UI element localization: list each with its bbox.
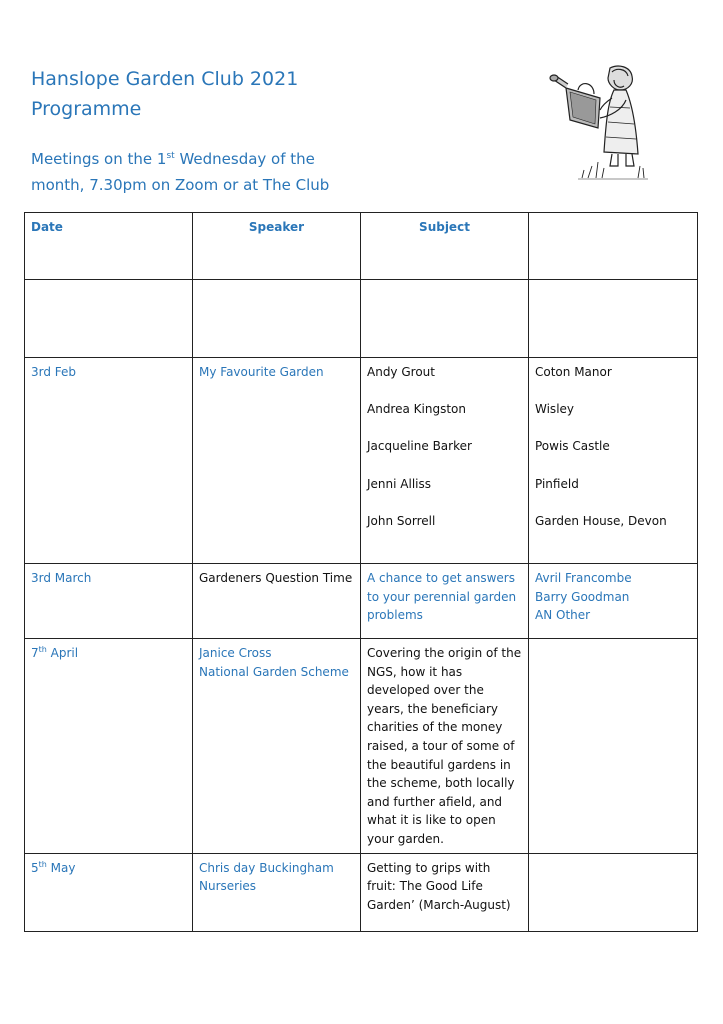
title-line-2: Programme	[31, 98, 142, 120]
table-cell	[529, 280, 698, 358]
table-cell	[193, 280, 361, 358]
header-subject: Subject	[361, 213, 529, 280]
header-speaker: Speaker	[193, 213, 361, 280]
mar-panel-member: Barry Goodman	[535, 589, 630, 604]
feb-person: Andy Grout	[367, 365, 435, 379]
feb-place: Wisley	[535, 402, 575, 417]
programme-table	[24, 212, 698, 932]
mar-date: 3rd March	[25, 564, 193, 639]
mar-panel-member: AN Other	[535, 608, 591, 623]
title-line-1: Hanslope Garden Club 2021	[31, 68, 299, 90]
apr-date	[25, 639, 193, 854]
feb-date: 3rd Feb	[25, 358, 193, 564]
apr-date-ordinal: th	[38, 645, 47, 654]
girl-with-watering-can-icon	[548, 62, 648, 180]
table-row-feb	[25, 358, 698, 564]
feb-person: Andrea Kingston	[367, 402, 466, 417]
feb-place: Powis Castle	[535, 439, 610, 454]
meeting-info-ordinal: st	[166, 151, 175, 161]
feb-person: John Sorrell	[367, 513, 436, 528]
feb-place: Coton Manor	[535, 365, 612, 379]
table-cell	[25, 280, 193, 358]
header-date: Date	[25, 213, 193, 280]
feb-people	[361, 358, 529, 564]
feb-place: Pinfield	[535, 476, 579, 491]
feb-person: Jacqueline Barker	[367, 439, 472, 454]
table-row-empty	[25, 280, 698, 358]
feb-speaker: My Favourite Garden	[193, 358, 361, 564]
meeting-info-part-2: Wednesday of the	[174, 150, 315, 168]
mar-panel	[529, 564, 698, 639]
apr-date-month: April	[46, 646, 79, 660]
table-header-row	[25, 213, 698, 280]
table-row-may	[25, 853, 698, 931]
mar-panel-member: Avril Francombe	[535, 571, 632, 585]
meeting-info-part-1: Meetings on the 1	[31, 150, 167, 168]
header-extra	[529, 213, 698, 280]
may-date-month: May	[46, 860, 76, 875]
apr-subject: Covering the origin of the NGS, how it has developed over the years, the beneficiary charities of the money raised, a tour of some of the beautiful gardens in the scheme, both locally and further afield, and what it is like to open your garden.	[361, 639, 529, 854]
feb-person: Jenni Alliss	[367, 476, 431, 491]
mar-subject: A chance to get answers to your perennial garden problems	[361, 564, 529, 639]
may-subject: Getting to grips with fruit: The Good Life Garden’ (March-August)	[361, 853, 529, 931]
meeting-info	[31, 146, 329, 198]
may-date-num: 5	[31, 860, 39, 875]
table-cell	[529, 639, 698, 854]
table-cell	[529, 853, 698, 931]
may-speaker: Chris day Buckingham Nurseries	[193, 853, 361, 931]
apr-speaker-org: National Garden Scheme	[199, 664, 349, 679]
apr-speaker	[193, 639, 361, 854]
table-row-mar	[25, 564, 698, 639]
feb-places	[529, 358, 698, 564]
apr-date-num: 7	[31, 646, 39, 660]
may-date-ordinal: th	[38, 859, 47, 869]
meeting-info-line-2: month, 7.30pm on Zoom or at The Club	[31, 176, 330, 194]
table-cell	[361, 280, 529, 358]
may-date	[25, 853, 193, 931]
feb-place: Garden House, Devon	[535, 513, 667, 528]
meeting-info-line-1	[31, 146, 329, 172]
table-row-apr	[25, 639, 698, 854]
apr-speaker-name: Janice Cross	[199, 646, 272, 660]
page-title	[31, 64, 298, 124]
mar-speaker: Gardeners Question Time	[193, 564, 361, 639]
